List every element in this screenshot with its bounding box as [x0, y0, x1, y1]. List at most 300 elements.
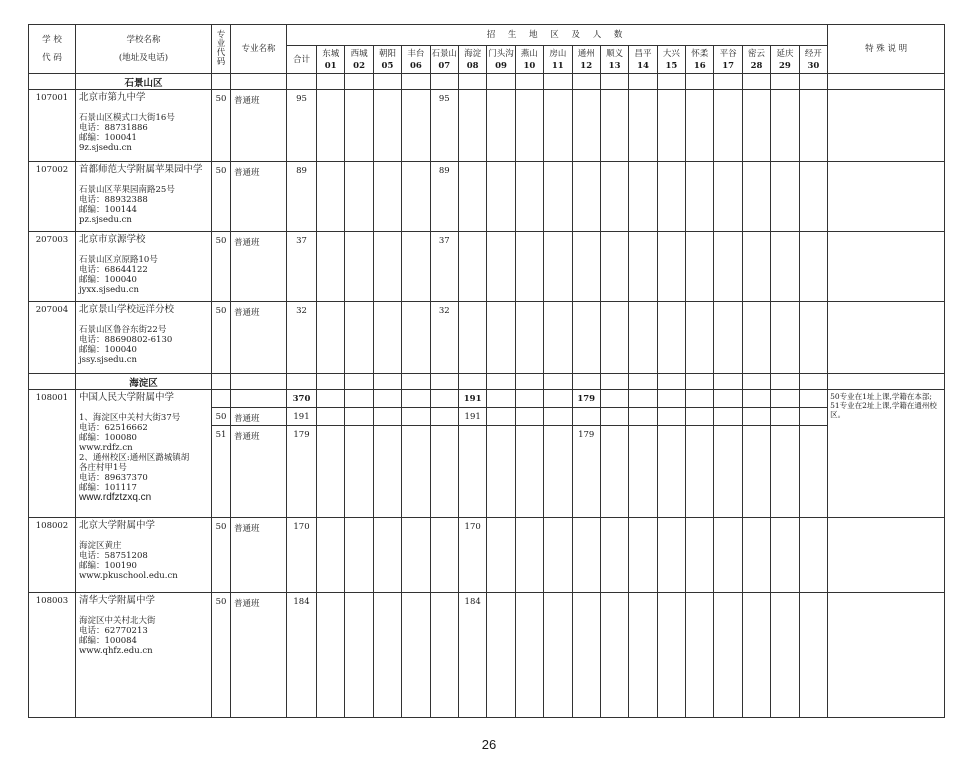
- program-district-16: [686, 518, 714, 593]
- zone-blank: [287, 374, 317, 390]
- zone-blank: [742, 74, 770, 90]
- zone-row: [29, 74, 945, 90]
- program-district-15: [657, 426, 685, 518]
- note-line: 51专业在2址上课,学籍在通州校区。: [830, 401, 937, 419]
- program-district-08: [458, 162, 486, 232]
- zone-code-blank: [29, 374, 76, 390]
- district-code: 12: [580, 60, 593, 71]
- header-district-16: [686, 46, 714, 74]
- program-district-01: [317, 426, 345, 518]
- program-name: [231, 390, 287, 408]
- district-code: 05: [381, 60, 394, 71]
- district-code: 06: [409, 60, 422, 71]
- summary-total: 370: [287, 390, 317, 408]
- program-district-17: [714, 302, 742, 374]
- program-code: 50: [212, 518, 231, 593]
- program-district-08: 184: [458, 593, 486, 718]
- district-name: 丰台: [407, 48, 425, 59]
- program-district-10: [515, 593, 543, 718]
- header-district-05: [373, 46, 401, 74]
- program-district-16: [686, 593, 714, 718]
- zone-blank: [515, 74, 543, 90]
- school-info-line: www.rdfztzxq.cn: [79, 492, 152, 503]
- program-district-07: 32: [430, 302, 458, 374]
- summary-district-17: [714, 390, 742, 408]
- program-district-29: [771, 162, 799, 232]
- zone-code-blank: [29, 74, 76, 90]
- program-total: 191: [287, 408, 317, 426]
- school-info-line: 电话：88731886: [79, 123, 148, 133]
- program-district-11: [544, 302, 572, 374]
- summary-district-05: [373, 390, 401, 408]
- zone-blank: [771, 374, 799, 390]
- district-name: 门头沟: [488, 48, 514, 59]
- school-info-line: 石景山区苹果园南路25号: [79, 185, 175, 195]
- zone-blank: [572, 374, 600, 390]
- program-district-12: [572, 302, 600, 374]
- school-info: [76, 390, 212, 518]
- note-line: 50专业在1址上课,学籍在本部;: [830, 392, 932, 401]
- program-total: 170: [287, 518, 317, 593]
- district-name: 顺义: [606, 48, 624, 59]
- school-info: [76, 90, 212, 162]
- school-code: 207003: [29, 232, 76, 302]
- district-code: 29: [779, 60, 791, 71]
- program-district-12: [572, 408, 600, 426]
- program-district-09: [487, 518, 515, 593]
- school-code: 108003: [29, 593, 76, 718]
- program-district-29: [771, 518, 799, 593]
- school-info-line: 电话：68644122: [79, 265, 148, 275]
- program-district-28: [742, 518, 770, 593]
- program-district-08: [458, 232, 486, 302]
- district-code: 09: [495, 60, 507, 71]
- program-district-06: [402, 302, 430, 374]
- summary-district-28: [742, 390, 770, 408]
- program-district-16: [686, 302, 714, 374]
- header-district-02: [345, 46, 373, 74]
- school-info-line: 电话：62770213: [79, 626, 148, 636]
- program-district-08: 191: [458, 408, 486, 426]
- program-code: 50: [212, 408, 231, 426]
- header-district-15: [657, 46, 685, 74]
- program-total: 37: [287, 232, 317, 302]
- program-district-15: [657, 302, 685, 374]
- header-district-01: [317, 46, 345, 74]
- program-district-30: [799, 232, 828, 302]
- zone-blank: [402, 374, 430, 390]
- program-district-17: [714, 162, 742, 232]
- program-district-02: [345, 518, 373, 593]
- special-note: [828, 302, 945, 374]
- program-district-28: [742, 232, 770, 302]
- summary-district-01: [317, 390, 345, 408]
- program-district-07: 89: [430, 162, 458, 232]
- page-number: 26: [481, 737, 497, 752]
- program-district-15: [657, 408, 685, 426]
- school-info-line: 邮编：100080: [79, 433, 137, 443]
- program-district-02: [345, 593, 373, 718]
- school-row: [29, 90, 945, 162]
- program-district-05: [373, 90, 401, 162]
- summary-district-14: [629, 390, 657, 408]
- program-district-29: [771, 232, 799, 302]
- district-name: 房山: [549, 48, 567, 59]
- summary-district-16: [686, 390, 714, 408]
- program-district-29: [771, 593, 799, 718]
- program-district-07: [430, 593, 458, 718]
- program-district-10: [515, 408, 543, 426]
- header-program-code: [212, 25, 231, 74]
- district-name: 东城: [322, 48, 340, 59]
- program-district-09: [487, 162, 515, 232]
- program-district-12: [572, 593, 600, 718]
- zone-blank: [657, 74, 685, 90]
- school-name: 首都师范大学附属苹果园中学: [79, 164, 203, 175]
- school-code: 107001: [29, 90, 76, 162]
- district-name: 朝阳: [378, 48, 396, 59]
- zone-blank: [515, 374, 543, 390]
- school-info: [76, 518, 212, 593]
- district-code: 28: [750, 60, 763, 71]
- zone-blank: [686, 374, 714, 390]
- program-district-13: [600, 232, 628, 302]
- district-name: 西城: [350, 48, 368, 59]
- school-info-line: 电话：89637370: [79, 473, 148, 483]
- district-code: 17: [722, 60, 735, 71]
- program-district-11: [544, 426, 572, 518]
- school-row: [29, 518, 945, 593]
- program-district-01: [317, 232, 345, 302]
- program-district-29: [771, 408, 799, 426]
- zone-row: [29, 374, 945, 390]
- program-code: 50: [212, 90, 231, 162]
- district-name: 燕山: [520, 48, 538, 59]
- program-district-17: [714, 408, 742, 426]
- program-district-09: [487, 593, 515, 718]
- header-district-30: [799, 46, 828, 74]
- program-district-09: [487, 408, 515, 426]
- program-district-28: [742, 593, 770, 718]
- school-info-line: jssy.sjsedu.cn: [79, 355, 137, 365]
- program-district-13: [600, 518, 628, 593]
- school-name: 北京市第九中学: [79, 92, 146, 103]
- program-district-13: [600, 90, 628, 162]
- program-district-13: [600, 302, 628, 374]
- program-district-07: 95: [430, 90, 458, 162]
- program-code-char: 码: [216, 57, 226, 67]
- summary-district-15: [657, 390, 685, 408]
- program-district-14: [629, 90, 657, 162]
- program-district-05: [373, 232, 401, 302]
- program-district-30: [799, 593, 828, 718]
- school-info-line: 邮编：100084: [79, 636, 137, 646]
- header-notes: 特 殊 说 明: [828, 25, 945, 74]
- program-district-16: [686, 90, 714, 162]
- school-info-line: 石景山区京原路10号: [79, 255, 158, 265]
- school-code: 108002: [29, 518, 76, 593]
- program-district-16: [686, 408, 714, 426]
- school-info-line: 邮编：100041: [79, 133, 137, 143]
- zone-blank: [771, 74, 799, 90]
- program-district-02: [345, 408, 373, 426]
- program-district-14: [629, 232, 657, 302]
- special-note: [828, 162, 945, 232]
- program-district-07: [430, 408, 458, 426]
- school-info-line: pz.sjsedu.cn: [79, 215, 132, 225]
- program-code-char: 业: [216, 39, 226, 49]
- header-district-09: [487, 46, 515, 74]
- program-district-30: [799, 518, 828, 593]
- program-district-07: [430, 426, 458, 518]
- district-name: 延庆: [776, 48, 794, 59]
- district-code: 07: [438, 60, 451, 71]
- school-info: [76, 302, 212, 374]
- zone-blank: [345, 74, 373, 90]
- program-district-11: [544, 162, 572, 232]
- zone-blank: [373, 74, 401, 90]
- program-district-09: [487, 90, 515, 162]
- zone-blank: [212, 74, 231, 90]
- district-code: 15: [665, 60, 678, 71]
- summary-district-08: 191: [458, 390, 486, 408]
- program-district-30: [799, 162, 828, 232]
- zone-name: 海淀区: [76, 374, 212, 390]
- program-district-10: [515, 90, 543, 162]
- program-district-16: [686, 162, 714, 232]
- program-district-14: [629, 162, 657, 232]
- program-district-01: [317, 408, 345, 426]
- district-code: 30: [807, 60, 820, 71]
- program-district-01: [317, 518, 345, 593]
- program-district-11: [544, 518, 572, 593]
- special-note: [828, 390, 945, 518]
- school-info-line: 2、通州校区:通州区潞城镇胡: [79, 453, 190, 463]
- header-program-name: 专业名称: [231, 25, 287, 74]
- program-code-char: 代: [216, 48, 226, 58]
- district-code: 11: [551, 60, 564, 71]
- program-district-12: [572, 162, 600, 232]
- school-name: 清华大学附属中学: [79, 595, 156, 606]
- zone-blank: [600, 74, 628, 90]
- zone-blank: [629, 374, 657, 390]
- header-school-name: 学校名称 (地址及电话): [76, 25, 212, 74]
- zone-blank: [231, 374, 287, 390]
- district-name: 海淀: [464, 48, 482, 59]
- program-district-29: [771, 426, 799, 518]
- zone-blank: [458, 74, 486, 90]
- district-code: 02: [353, 60, 365, 71]
- program-district-28: [742, 162, 770, 232]
- program-district-07: 37: [430, 232, 458, 302]
- program-code: 50: [212, 302, 231, 374]
- program-district-01: [317, 90, 345, 162]
- program-district-10: [515, 426, 543, 518]
- district-code: 16: [693, 60, 706, 71]
- program-district-14: [629, 426, 657, 518]
- program-total: 179: [287, 426, 317, 518]
- program-district-02: [345, 302, 373, 374]
- school-info-line: 邮编：100040: [79, 345, 137, 355]
- school-info: [76, 232, 212, 302]
- program-district-13: [600, 426, 628, 518]
- program-name: 普通班: [231, 302, 287, 374]
- program-name: 普通班: [231, 518, 287, 593]
- program-district-14: [629, 302, 657, 374]
- zone-blank: [714, 374, 742, 390]
- program-district-13: [600, 593, 628, 718]
- zone-blank: [402, 74, 430, 90]
- program-district-15: [657, 232, 685, 302]
- program-total: 32: [287, 302, 317, 374]
- program-district-28: [742, 90, 770, 162]
- school-code: 108001: [29, 390, 76, 518]
- zone-blank: [317, 74, 345, 90]
- program-district-30: [799, 302, 828, 374]
- zone-blank: [799, 374, 828, 390]
- district-code: 13: [608, 60, 621, 71]
- program-district-02: [345, 162, 373, 232]
- program-district-09: [487, 232, 515, 302]
- enrollment-table: [28, 24, 945, 718]
- program-district-16: [686, 426, 714, 518]
- program-district-02: [345, 426, 373, 518]
- district-name: 密云: [748, 48, 766, 59]
- program-district-01: [317, 593, 345, 718]
- header-district-08: [458, 46, 486, 74]
- program-district-17: [714, 426, 742, 518]
- program-district-02: [345, 232, 373, 302]
- school-name: 北京大学附属中学: [79, 520, 156, 531]
- school-info-line: 海淀区中关村北大街: [79, 616, 156, 626]
- zone-blank: [430, 374, 458, 390]
- program-district-17: [714, 593, 742, 718]
- program-district-13: [600, 162, 628, 232]
- school-info-line: 电话：58751208: [79, 551, 148, 561]
- program-district-07: [430, 518, 458, 593]
- district-name: 平谷: [719, 48, 737, 59]
- program-district-06: [402, 162, 430, 232]
- zone-blank: [544, 374, 572, 390]
- program-name: 普通班: [231, 162, 287, 232]
- school-info-line: www.qhfz.edu.cn: [79, 646, 153, 656]
- zone-blank: [317, 374, 345, 390]
- district-name: 大兴: [662, 48, 680, 59]
- program-name: 普通班: [231, 426, 287, 518]
- program-district-05: [373, 593, 401, 718]
- program-district-11: [544, 593, 572, 718]
- header-district-29: [771, 46, 799, 74]
- program-district-08: [458, 302, 486, 374]
- zone-blank: [287, 74, 317, 90]
- school-code: 207004: [29, 302, 76, 374]
- program-district-13: [600, 408, 628, 426]
- district-name: 通州: [577, 48, 595, 59]
- school-row-summary: [29, 390, 945, 408]
- school-info-line: 各庄村甲1号: [79, 463, 127, 473]
- school-row: [29, 593, 945, 718]
- program-district-01: [317, 302, 345, 374]
- program-district-08: 170: [458, 518, 486, 593]
- program-district-06: [402, 232, 430, 302]
- program-district-02: [345, 90, 373, 162]
- summary-district-07: [430, 390, 458, 408]
- program-code: 51: [212, 426, 231, 518]
- program-district-08: [458, 90, 486, 162]
- school-info-line: 海淀区黄庄: [79, 541, 122, 551]
- program-district-17: [714, 232, 742, 302]
- program-district-06: [402, 426, 430, 518]
- school-name: 北京景山学校远洋分校: [79, 304, 175, 315]
- zone-blank: [629, 74, 657, 90]
- program-district-15: [657, 162, 685, 232]
- header-district-28: [742, 46, 770, 74]
- program-district-06: [402, 408, 430, 426]
- summary-district-29: [771, 390, 799, 408]
- program-district-05: [373, 302, 401, 374]
- school-info-line: 邮编：100040: [79, 275, 137, 285]
- zone-blank: [714, 74, 742, 90]
- zone-blank: [544, 74, 572, 90]
- program-district-05: [373, 518, 401, 593]
- zone-blank: [212, 374, 231, 390]
- zone-name: 石景山区: [76, 74, 212, 90]
- school-code: 107002: [29, 162, 76, 232]
- program-total: 95: [287, 90, 317, 162]
- program-district-30: [799, 408, 828, 426]
- program-district-17: [714, 518, 742, 593]
- program-district-14: [629, 408, 657, 426]
- program-code: 50: [212, 162, 231, 232]
- program-district-05: [373, 426, 401, 518]
- program-district-05: [373, 408, 401, 426]
- header-district-12: [572, 46, 600, 74]
- zone-blank: [345, 374, 373, 390]
- program-code: [212, 390, 231, 408]
- zone-blank: [487, 74, 515, 90]
- school-info-line: 电话：88690802-6130: [79, 335, 173, 345]
- special-note: [828, 593, 945, 718]
- program-name: 普通班: [231, 408, 287, 426]
- header-district-11: [544, 46, 572, 74]
- district-code: 14: [637, 60, 649, 71]
- district-name: 昌平: [634, 48, 652, 59]
- school-row: [29, 302, 945, 374]
- school-name: 中国人民大学附属中学: [79, 392, 175, 403]
- school-info-line: 邮编：100190: [79, 561, 137, 571]
- zone-blank: [430, 74, 458, 90]
- program-district-12: [572, 232, 600, 302]
- district-code: 10: [523, 60, 536, 71]
- district-name: 石景山: [431, 48, 458, 59]
- zone-blank: [572, 74, 600, 90]
- program-district-28: [742, 302, 770, 374]
- special-note: [828, 518, 945, 593]
- header-school-code: 学 校 代 码: [29, 25, 76, 74]
- school-info-line: 邮编：100144: [79, 205, 137, 215]
- program-code-char: 专: [216, 30, 226, 40]
- program-district-10: [515, 518, 543, 593]
- summary-district-09: [487, 390, 515, 408]
- zone-blank: [373, 374, 401, 390]
- header-regions-title: 招 生 地 区 及 人 数: [287, 25, 828, 46]
- special-note: [828, 232, 945, 302]
- program-district-12: 179: [572, 426, 600, 518]
- special-note: [828, 90, 945, 162]
- program-district-17: [714, 90, 742, 162]
- program-district-15: [657, 90, 685, 162]
- summary-district-02: [345, 390, 373, 408]
